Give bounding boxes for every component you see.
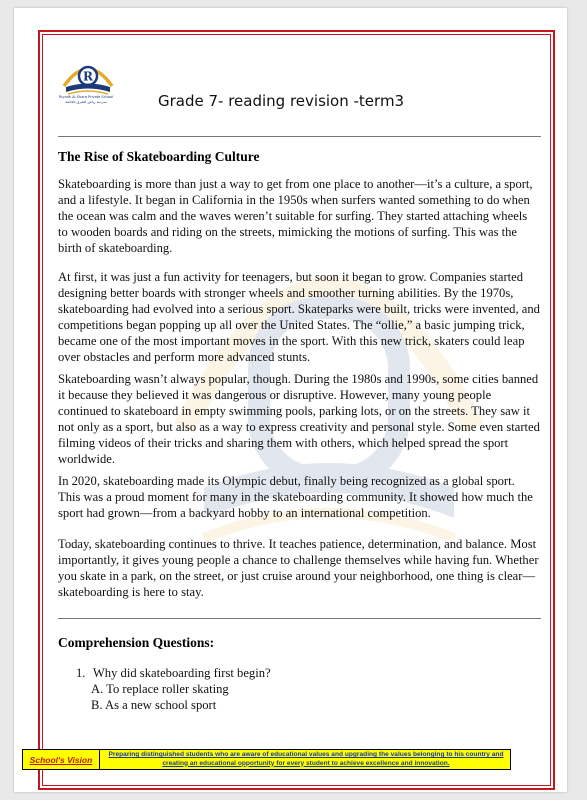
document-page bbox=[14, 8, 567, 792]
svg-text:R: R bbox=[83, 69, 93, 84]
article-title: The Rise of Skateboarding Culture bbox=[58, 149, 260, 164]
question-1-option-a: A. To replace roller skating bbox=[91, 682, 229, 696]
article-paragraph-2: At first, it was just a fun activity for teenagers, but soon it began to grow. Companies started designing better boards with stronger wheels and smoother turning abilities. By the 1970s, skateboarding had evolved into a serious sport. Skateparks were built, tricks were invented, and competitions began popping up all over the United States. The “ollie,” a basic jumping trick, became one of the most important moves in the sport. With this new trick, skaters could leap over obstacles and perform more advanced stunts. bbox=[58, 270, 540, 364]
article-paragraph-4: In 2020, skateboarding made its Olympic debut, finally being recognized as a global sport. This was a proud moment for many in the skateboarding community. It showed how much the sport had grown—from a backyard hobby to an international competition. bbox=[58, 474, 533, 520]
questions-heading: Comprehension Questions: bbox=[58, 635, 215, 650]
article-paragraph-3: Skateboarding wasn’t always popular, though. During the 1980s and 1990s, some cities banned it because they believed it was dangerous or disruptive. However, many young people continued to skateboard in empty swimming pools, parking lots, or on the streets. They saw it not only as a sport, but also as a way to express creativity and personal style. Some even started filming videos of their tricks and sharing them with others, which helped spread the sport worldwide. bbox=[58, 372, 540, 466]
question-1 bbox=[76, 666, 271, 681]
page-title: Grade 7- reading revision -term3 bbox=[158, 92, 405, 110]
logo-caption-arabic: مدرسة رياض الشرق الخاصة bbox=[65, 100, 107, 104]
divider-bottom bbox=[58, 618, 541, 619]
vision-statement: Preparing distinguished students who are aware of educational values and upgrading the values belonging to his country and creating an educational opportunity for every student to achieve excellence and innovation. bbox=[108, 751, 504, 767]
article-paragraph-1: Skateboarding is more than just a way to get from one place to another—it’s a culture, a sport, and a lifestyle. It began in California in the 1950s when surfers wanted something to do when the ocean was calm and the waves weren’t suitable for surfing. They started attaching wheels to wooden boards and riding on the streets, mimicking the motions of surfing. This was the birth of skateboarding. bbox=[58, 177, 533, 255]
logo-caption-english: Riyadh Al-Sharq Private School bbox=[58, 95, 114, 99]
question-number: 1. bbox=[76, 666, 86, 680]
school-vision-footer bbox=[22, 749, 511, 770]
vision-label: School's Vision bbox=[23, 750, 100, 769]
question-1-option-b: B. As a new school sport bbox=[91, 698, 217, 712]
article-paragraph-5: Today, skateboarding continues to thrive. It teaches patience, determination, and balance. Most importantly, it gives young people a chance to challenge themselves while having fun. Whether you skate in a park, on the street, or just cruise around your neighborhood, one thing is clear—skateboarding is here to stay. bbox=[58, 537, 539, 599]
divider-top bbox=[58, 136, 541, 137]
question-text: Why did skateboarding first begin? bbox=[92, 666, 271, 680]
